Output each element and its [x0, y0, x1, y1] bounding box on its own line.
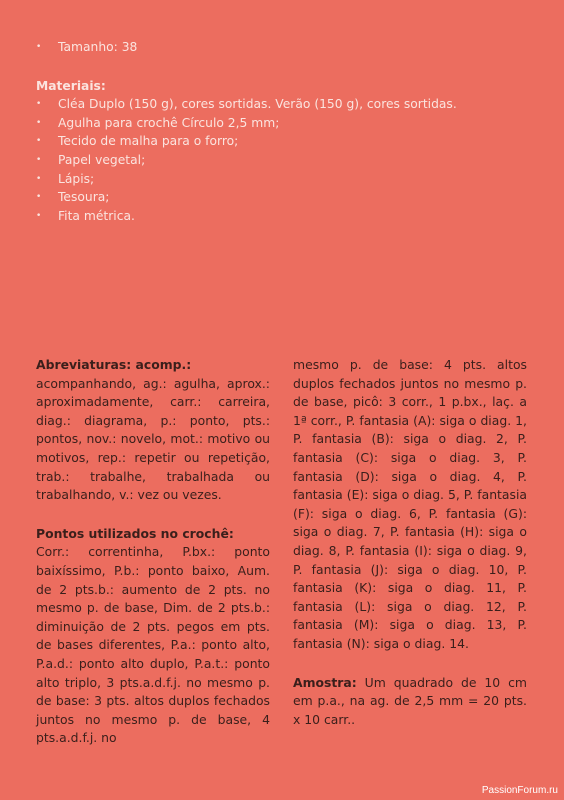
- watermark: PassionForum.ru: [481, 785, 558, 796]
- materials-item: • Tecido de malha para o forro;: [36, 132, 536, 151]
- size-item: • Tamanho: 38: [36, 38, 536, 57]
- right-column: [293, 356, 527, 729]
- materials-item: • Tesoura;: [36, 188, 536, 207]
- abbreviations-heading: Abreviaturas: acomp.:: [36, 357, 192, 372]
- stitches-text-right: mesmo p. de base: 4 pts. altos duplos fechados juntos no mesmo p. de base, picô: 3 corr., 1 p.bx., laç. a 1ª corr., P. fantasia (A): siga o diag. 1, P. fantasia (B): siga o diag. 2, P. fantasia (C): siga o diag. 3, P. fantasia (D): siga o diag. 4, P. fantasia (E): siga o diag. 5, P. fantasia (F): siga o diag. 6, P. fantasia (G): siga o diag. 7, P. fantasia (H): siga o diag. 8, P. fantasia (I): siga o diag. 9, P. fantasia (J): siga o diag. 10, P. fantasia (K): siga o diag. 11, P. fantasia (L): siga o diag. 12, P. fantasia (M): siga o diag. 13, P. fantasia (N): siga o diag. 14.: [293, 357, 527, 651]
- spacer: [293, 654, 527, 674]
- size-list: [36, 38, 536, 57]
- abbreviations-text: acompanhando, ag.: agulha, aprox.: aproximadamente, carr.: carreira, diag.: diagrama, p.: ponto, pts.: pontos, nov.: novelo, mot.: motivo ou motivos, rep.: repetir ou repetição, trab.: trabalhe, trabalhada ou trabalhando, v.: vez ou vezes.: [36, 375, 270, 503]
- materials-item: • Lápis;: [36, 170, 536, 189]
- sample-paragraph: [293, 674, 527, 730]
- stitches-text-left: Corr.: correntinha, P.bx.: ponto baixíssimo, P.b.: ponto baixo, Aum. de 2 pts.b.: aumento de 2 pts. no mesmo p. de base, Dim. de 2 pts.b.: diminuição de 2 pts. pegos em pts. de bases diferentes, P.a.: ponto alto, P.a.d.: ponto alto duplo, P.a.t.: ponto alto triplo, 3 pts.a.d.f.j. no mesmo p. de base: 3 pts. altos duplos fechados juntos no mesmo p. de base, 4 pts.a.d.f.j. no: [36, 544, 270, 746]
- sample-text: Um quadrado de 10 cm em p.a., na ag. de 2,5 mm = 20 pts. x 10 carr..: [293, 674, 527, 727]
- materials-item: • Fita métrica.: [36, 207, 536, 226]
- stitches-heading: Pontos utilizados no crochê:: [36, 525, 234, 541]
- spacer: [36, 505, 270, 525]
- materials-heading: Materiais:: [36, 78, 106, 93]
- materials-item: • Cléa Duplo (150 g), cores sortidas. Verão (150 g), cores sortidas.: [36, 95, 536, 114]
- materials-item: • Papel vegetal;: [36, 151, 536, 170]
- sample-label: Amostra:: [293, 674, 357, 690]
- left-column: [36, 356, 270, 748]
- materials-list: [36, 95, 536, 225]
- materials-section: [36, 38, 536, 225]
- materials-item: • Agulha para crochê Círculo 2,5 mm;: [36, 114, 536, 133]
